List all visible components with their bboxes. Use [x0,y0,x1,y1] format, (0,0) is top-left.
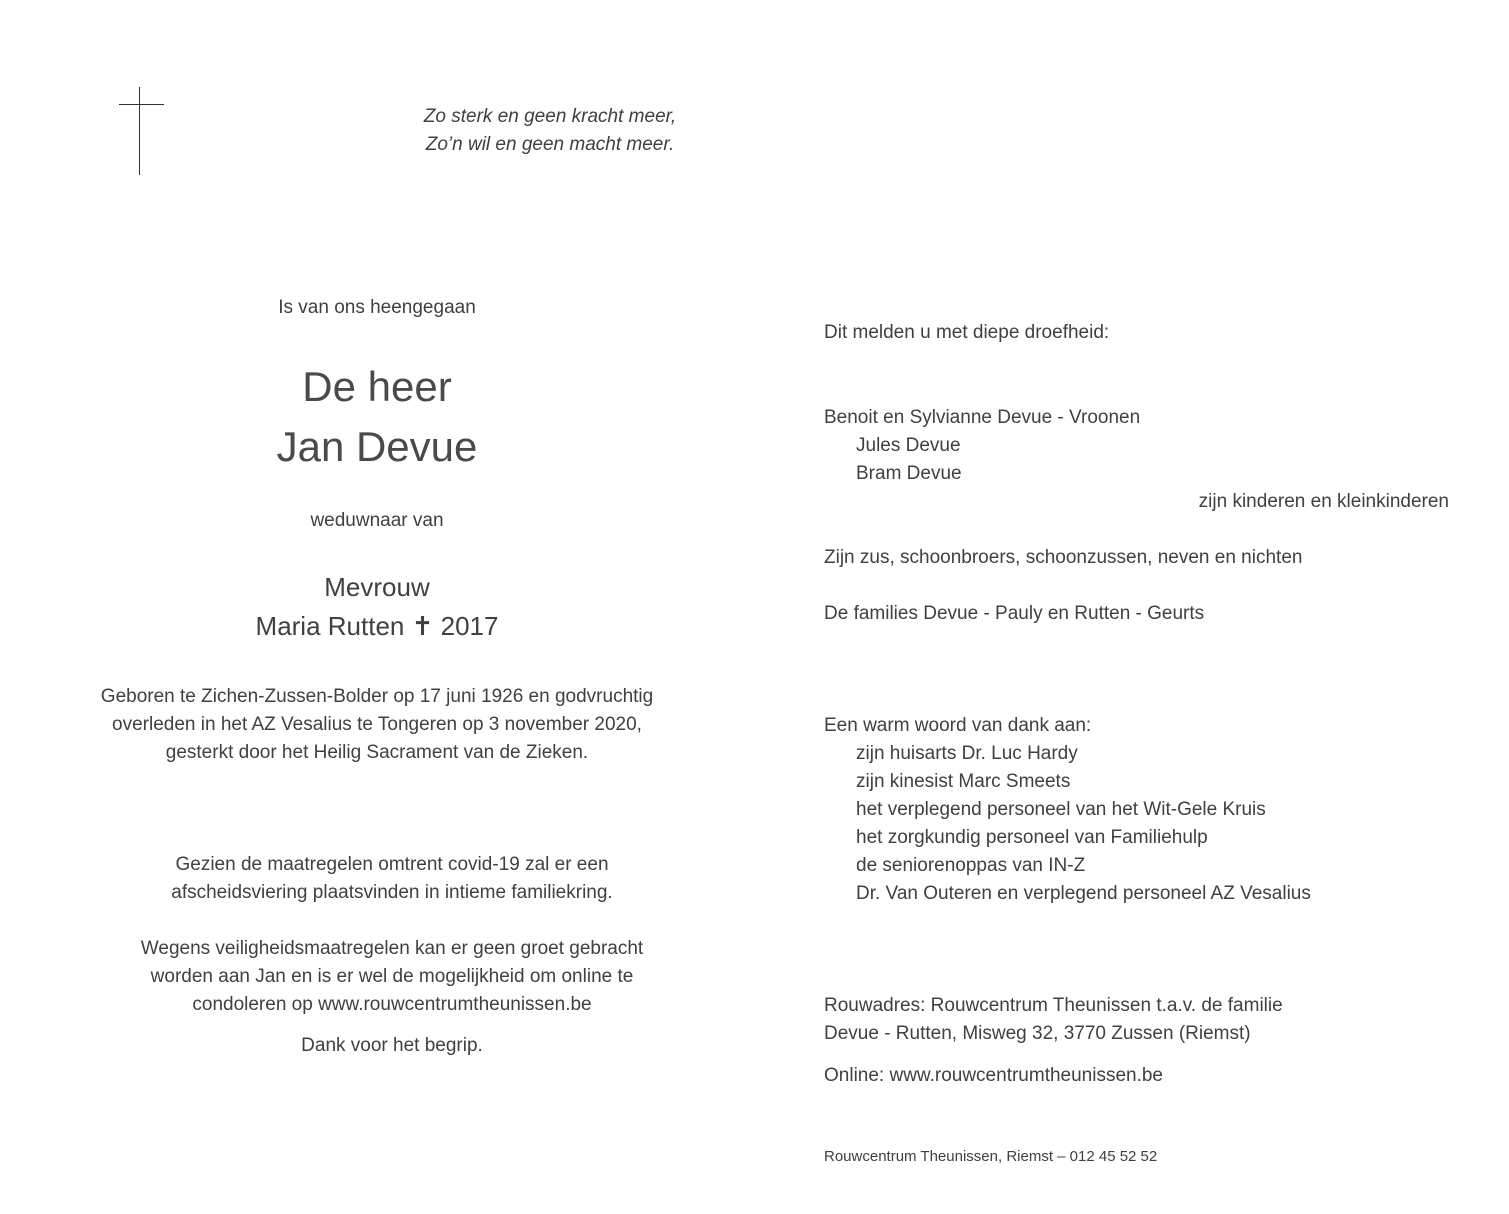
thanks-heading: Een warm woord van dank aan: [824,715,1092,736]
address-line: Devue - Rutten, Misweg 32, 3770 Zussen (Riemst) [824,1023,1251,1044]
paragraph-line: gesterkt door het Heilig Sacrament van de Zieken. [165,742,589,763]
paragraph-line: overleden in het AZ Vesalius te Tongeren op 3 november 2020, [112,714,642,735]
announcement-text: Dit melden u met diepe droefheid: [824,322,1110,343]
thanks-item: Dr. Van Outeren en verplegend personeel AZ Vesalius [856,883,1311,904]
thanks-item: zijn kinesist Marc Smeets [856,771,1071,792]
grandchild-item: Bram Devue [856,463,962,484]
spouse-name: Maria Rutten ✝ 2017 [255,611,499,641]
quote-line: Zo’n wil en geen macht meer. [425,134,675,155]
thanks-item: zijn huisarts Dr. Luc Hardy [856,743,1078,764]
intro-text: Is van ons heengegaan [278,297,476,318]
deceased-title [0,357,754,477]
title-line: De heer [302,363,452,410]
paragraph-line: afscheidsviering plaatsvinden in intieme familiekring. [171,882,613,903]
quote-line: Zo sterk en geen kracht meer, [423,106,677,127]
birth-death-paragraph [0,683,754,767]
address-line: Rouwadres: Rouwcentrum Theunissen t.a.v. de familie [824,995,1283,1016]
spouse-title: Mevrouw [324,572,430,602]
cross-icon [119,87,164,175]
deceased-name: Jan Devue [276,423,478,470]
footer-credit: Rouwcentrum Theunissen, Riemst – 012 45 52 52 [824,1148,1158,1165]
relation-text: weduwnaar van [310,510,444,531]
paragraph-line: condoleren op www.rouwcentrumtheunissen.be [192,994,592,1015]
condolence-paragraph [0,935,784,1019]
paragraph-line: Wegens veiligheidsmaatregelen kan er geen groet gebracht [140,938,644,959]
family-head: Benoit en Sylvianne Devue - Vroonen [824,407,1141,428]
memorial-quote [300,103,800,159]
paragraph-line: worden aan Jan en is er wel de mogelijkheid om online te [150,966,634,987]
grandchild-item: Jules Devue [856,435,961,456]
thanks-list [824,712,1311,908]
children-list [824,404,1140,488]
paragraph-line: Gezien de maatregelen omtrent covid-19 zal er een [175,854,609,875]
thanks-text: Dank voor het begrip. [301,1035,483,1056]
paragraph-line: Geboren te Zichen-Zussen-Bolder op 17 juni 1926 en godvruchtig [100,686,654,707]
spouse-block [0,568,754,646]
funeral-address [824,992,1283,1048]
siblings-text: Zijn zus, schoonbroers, schoonzussen, neven en nichten [824,547,1303,568]
thanks-item: het zorgkundig personeel van Familiehulp [856,827,1208,848]
thanks-item: het verplegend personeel van het Wit-Gele Kruis [856,799,1266,820]
ceremony-paragraph [0,851,784,907]
families-text: De families Devue - Pauly en Rutten - Geurts [824,603,1205,624]
thanks-item: de seniorenoppas van IN-Z [856,855,1086,876]
online-link-text: Online: www.rouwcentrumtheunissen.be [824,1065,1164,1086]
family-note: zijn kinderen en kleinkinderen [1198,491,1449,512]
